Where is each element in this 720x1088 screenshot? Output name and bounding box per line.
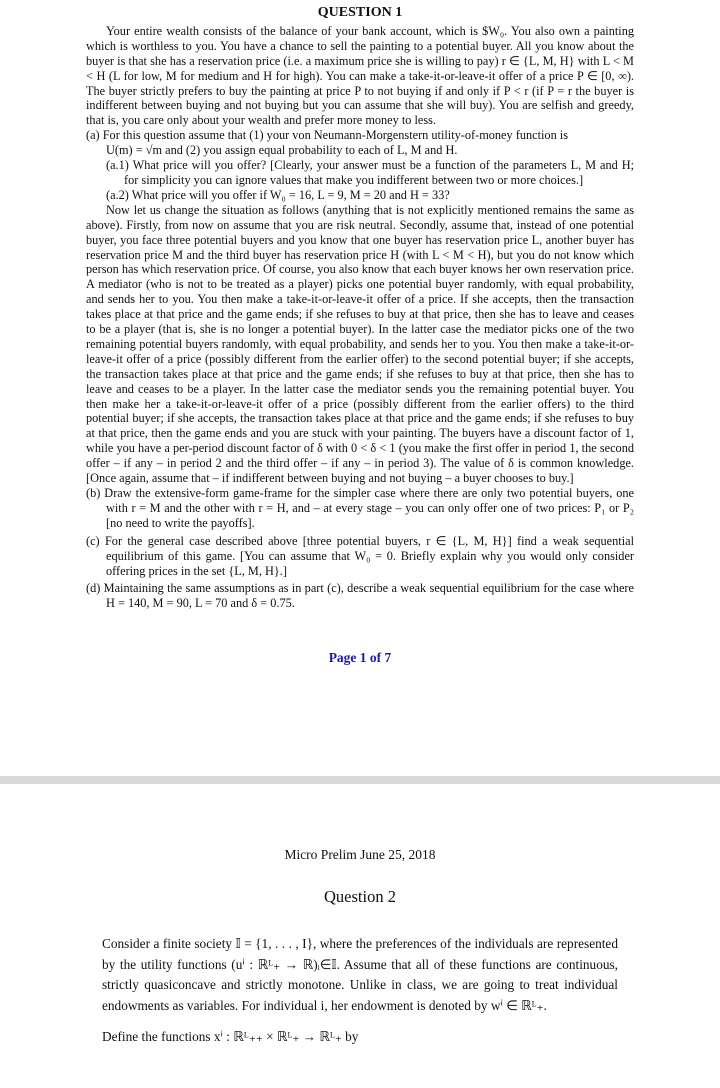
question-2-definition: Define the functions xⁱ : ℝᴸ₊₊ × ℝᴸ₊ → ℝᴸ₊ by <box>102 1028 359 1044</box>
part-b: (b) Draw the extensive-form game-frame for the simpler case where there are only two potential buyers, one with r = M and the other with r = H, and – at every stage – you can only offer one of two prices: P₁ or P₂ [no need to write the payoffs]. <box>86 486 634 530</box>
part-c: (c) For the general case described above [three potential buyers, r ∈ {L, M, H}] find a weak sequential equilibrium of this game. [You can assume that W₀ = 0. Briefly explain why you would only consider offering prices in the set {L, M, H}.] <box>86 533 634 578</box>
part-d: (d) Maintaining the same assumptions as in part (c), describe a weak sequential equilibrium for the case where H = 140, M = 90, L = 70 and δ = 0.75. <box>86 581 634 611</box>
part-a-formula: U(m) = √m and (2) you assign equal probability to each of L, M and H. <box>106 143 458 158</box>
body-paragraph: Now let us change the situation as follows (anything that is not explicitly mentioned remains the same as above). Firstly, from now on assume that you are risk neutral. Secondly, assume that, instead of one potential buyer, you face three potential buyers and you know that one buyer has reservation price L, another buyer has reservation price M and the third buyer has reservation price H (with L < M < H), but you do not know which person has which reservation price. Of course, you also know that each buyer knows her own reservation price. A mediator (who is not to be treated as a player) picks one potential buyer randomly, with equal probability, and sends her to you. You then make a take-it-or-leave-it offer of a price. If she accepts, then the transaction takes place at that price and the game ends; if she refuses to buy at that price, then she has to leave and ceases to be a player (that is, she is no longer a potential buyer). In the latter case the mediator picks one of the two remaining potential buyers randomly, with equal probability, and sends her to you. You then make a take-it-or-leave-it offer of a price (possibly different from the earlier offer) to the second potential buyer; if she accepts, the transaction takes place at that price and the game ends; if she refuses to buy at that price, then she has to leave and ceases to be a player. In the latter case the mediator sends you the remaining potential buyer. You then make her a take-it-or-leave-it offer of a price (possibly different from the earlier offers) to the third potential buyer; if she accepts, the transaction takes place at that price and the game ends; if she refuses to buy at that price, then the game ends and you are stuck with your painting. The buyers have a discount factor of 1, while you have a per-period discount factor of δ with 0 < δ < 1 (you make the first offer in period 1, the second offer – if any – in period 2 and the third offer – if any – in period 3). The value of δ is common knowledge. [Once again, assume that – if indifferent between buying and not buying – a buyer chooses to buy.] <box>86 202 634 486</box>
question-2-paragraph: Consider a finite society 𝕀 = {1, . . . , I}, where the preferences of the individuals are represented by the utility functions (uⁱ : ℝᴸ₊ → ℝ)ᵢ∈𝕀. Assume that all of these functions are continuous, strictly quasiconcave and strictly monotone. Unlike in class, we are going to treat individual endowments as variables. For individual i, her endowment is denoted by wⁱ ∈ ℝᴸ₊. <box>102 936 618 1014</box>
question-1-title: QUESTION 1 <box>317 5 403 20</box>
page-separator <box>0 776 720 784</box>
part-a2: (a.2) What price will you offer if W₀ = 16, L = 9, M = 20 and H = 33? <box>106 187 450 202</box>
page-2 <box>0 784 720 1088</box>
part-a: (a) For this question assume that (1) your von Neumann-Morgenstern utility-of-money function is <box>86 128 568 143</box>
running-head: Micro Prelim June 25, 2018 <box>284 847 436 862</box>
part-a1: (a.1) What price will you offer? [Clearly, your answer must be a function of the parameters L, M and H; for simplicity you can ignore values that make you indifferent between two or more choices.] <box>106 158 634 187</box>
intro-paragraph: Your entire wealth consists of the balance of your bank account, which is $W₀. You also own a painting which is worthless to you. You have a chance to sell the painting to a potential buyer. All you know about the buyer is that she has a reservation price (i.e. a maximum price she is willing to pay) r ∈ {L, M, H} with L < M < H (L for low, M for medium and H for high). You can make a take-it-or-leave-it offer of a price P ∈ [0, ∞). The buyer strictly prefers to buy the painting at price P to not buying if and only if P < r (if P = r the buyer is indifferent between buying and not buying but you can assume that she will buy). You are selfish and greedy, that is, you care only about your wealth and prefer more money to less. <box>86 23 634 128</box>
question-2-title: Question 2 <box>324 887 396 906</box>
page-2-content <box>0 847 720 1047</box>
page-number: Page 1 of 7 <box>328 650 392 666</box>
